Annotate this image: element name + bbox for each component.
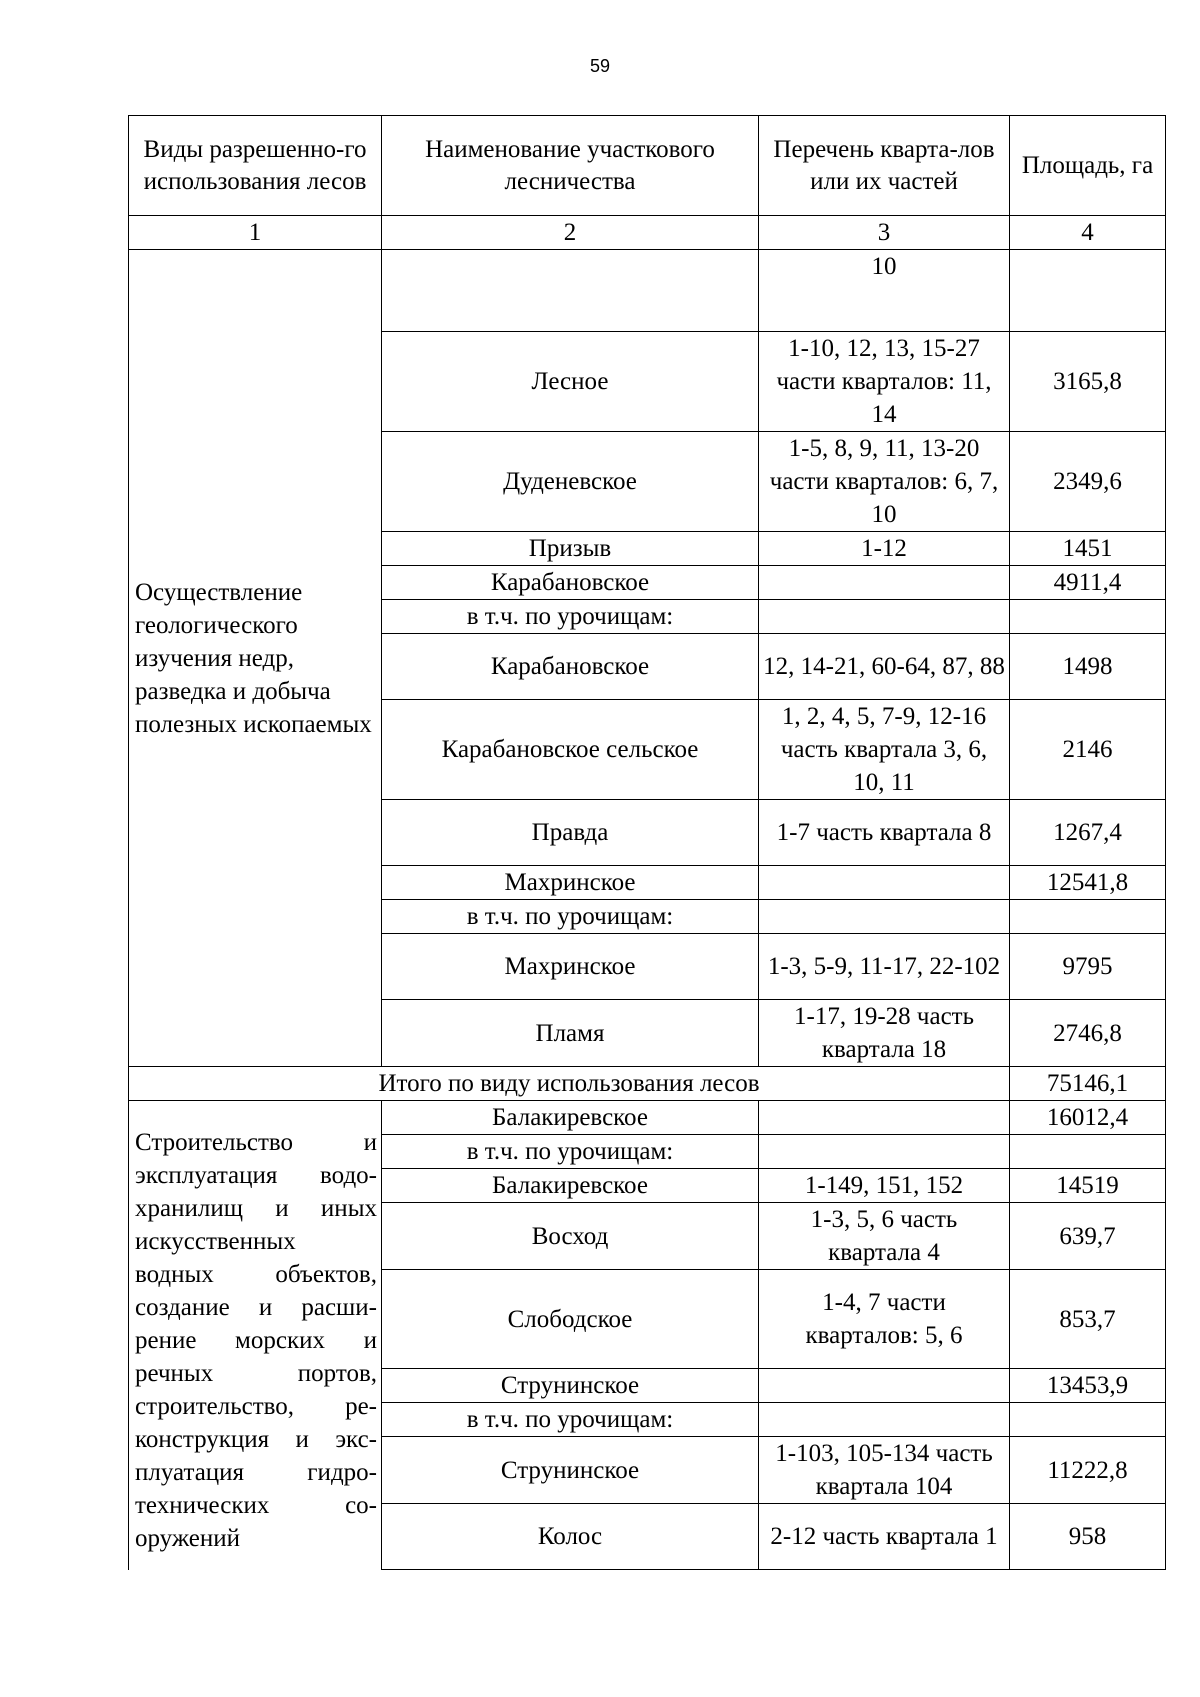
forestry-name: Махринское bbox=[382, 934, 759, 1000]
header-forestry-name: Наименование участкового лесничества bbox=[382, 116, 759, 216]
header-area: Площадь, га bbox=[1010, 116, 1166, 216]
forestry-name: Правда bbox=[382, 800, 759, 866]
forestry-name: Карабановское сельское bbox=[382, 700, 759, 800]
forestry-name: Лесное bbox=[382, 332, 759, 432]
quarters bbox=[759, 866, 1010, 900]
area bbox=[1010, 900, 1166, 934]
area bbox=[1010, 600, 1166, 634]
forestry-name: Струнинское bbox=[382, 1437, 759, 1504]
table-header-row bbox=[129, 116, 1166, 216]
use-type-geology: Осуществление геологического изучения недр, разведка и добыча полезных ископаемых bbox=[129, 250, 382, 1067]
forestry-name: Колос bbox=[382, 1504, 759, 1570]
area: 639,7 bbox=[1010, 1203, 1166, 1270]
quarters bbox=[759, 1135, 1010, 1169]
quarters: 1-7 часть квартала 8 bbox=[759, 800, 1010, 866]
area: 1451 bbox=[1010, 532, 1166, 566]
column-number: 3 bbox=[759, 216, 1010, 250]
quarters: 1-10, 12, 13, 15-27 части кварталов: 11, 14 bbox=[759, 332, 1010, 432]
use-type-construction: Строительство и эксплуатация водо-хранилищ и иных искусственных водных объектов, создание и расши-рение морских и речных портов, строительство, ре-конструкция и экс-плуатация гидро-технических со-оружений bbox=[129, 1101, 382, 1570]
forestry-name: Пламя bbox=[382, 1000, 759, 1067]
forestry-name: Карабановское bbox=[382, 566, 759, 600]
total-row bbox=[129, 1067, 1166, 1101]
column-number-row bbox=[129, 216, 1166, 250]
header-quarters: Перечень кварта-лов или их частей bbox=[759, 116, 1010, 216]
page-number: 59 bbox=[589, 56, 611, 76]
table-row bbox=[129, 1101, 1166, 1135]
area bbox=[1010, 1403, 1166, 1437]
column-number: 1 bbox=[129, 216, 382, 250]
area: 4911,4 bbox=[1010, 566, 1166, 600]
area: 1498 bbox=[1010, 634, 1166, 700]
quarters bbox=[759, 1403, 1010, 1437]
forestry-name: в т.ч. по урочищам: bbox=[382, 1403, 759, 1437]
forestry-name: Струнинское bbox=[382, 1369, 759, 1403]
quarters bbox=[759, 566, 1010, 600]
quarters: 1-103, 105-134 часть квартала 104 bbox=[759, 1437, 1010, 1504]
quarters: 1-3, 5-9, 11-17, 22-102 bbox=[759, 934, 1010, 1000]
area: 853,7 bbox=[1010, 1270, 1166, 1369]
quarters: 1-4, 7 части кварталов: 5, 6 bbox=[759, 1270, 1010, 1369]
area: 3165,8 bbox=[1010, 332, 1166, 432]
area: 2146 bbox=[1010, 700, 1166, 800]
quarters bbox=[759, 900, 1010, 934]
forestry-name: Дуденевское bbox=[382, 432, 759, 532]
quarters: 2-12 часть квартала 1 bbox=[759, 1504, 1010, 1570]
forestry-name: в т.ч. по урочищам: bbox=[382, 900, 759, 934]
area: 16012,4 bbox=[1010, 1101, 1166, 1135]
quarters bbox=[759, 1369, 1010, 1403]
column-number: 2 bbox=[382, 216, 759, 250]
area: 14519 bbox=[1010, 1169, 1166, 1203]
total-area: 75146,1 bbox=[1010, 1067, 1166, 1101]
forestry-name: в т.ч. по урочищам: bbox=[382, 1135, 759, 1169]
header-use-type: Виды разрешенно-го использования лесов bbox=[129, 116, 382, 216]
quarters bbox=[759, 600, 1010, 634]
forestry-name: Балакиревское bbox=[382, 1169, 759, 1203]
area: 12541,8 bbox=[1010, 866, 1166, 900]
area: 13453,9 bbox=[1010, 1369, 1166, 1403]
forestry-name: Восход bbox=[382, 1203, 759, 1270]
quarters: 1-17, 19-28 часть квартала 18 bbox=[759, 1000, 1010, 1067]
area: 9795 bbox=[1010, 934, 1166, 1000]
quarters: 1-3, 5, 6 часть квартала 4 bbox=[759, 1203, 1010, 1270]
area: 11222,8 bbox=[1010, 1437, 1166, 1504]
area: 2349,6 bbox=[1010, 432, 1166, 532]
quarters: 1-12 bbox=[759, 532, 1010, 566]
area: 1267,4 bbox=[1010, 800, 1166, 866]
quarters: 10 bbox=[759, 250, 1010, 332]
forestry-name: Махринское bbox=[382, 866, 759, 900]
area bbox=[1010, 250, 1166, 332]
area bbox=[1010, 1135, 1166, 1169]
area: 958 bbox=[1010, 1504, 1166, 1570]
total-label: Итого по виду использования лесов bbox=[129, 1067, 1010, 1101]
forestry-name: Призыв bbox=[382, 532, 759, 566]
quarters: 1-5, 8, 9, 11, 13-20 части кварталов: 6, 7, 10 bbox=[759, 432, 1010, 532]
quarters: 12, 14-21, 60-64, 87, 88 bbox=[759, 634, 1010, 700]
forestry-name: Карабановское bbox=[382, 634, 759, 700]
forestry-name: в т.ч. по урочищам: bbox=[382, 600, 759, 634]
forestry-name: Балакиревское bbox=[382, 1101, 759, 1135]
forest-use-table bbox=[128, 115, 1166, 1570]
column-number: 4 bbox=[1010, 216, 1166, 250]
forestry-name bbox=[382, 250, 759, 332]
quarters: 1-149, 151, 152 bbox=[759, 1169, 1010, 1203]
area: 2746,8 bbox=[1010, 1000, 1166, 1067]
table-row bbox=[129, 250, 1166, 332]
quarters: 1, 2, 4, 5, 7-9, 12-16 часть квартала 3, 6, 10, 11 bbox=[759, 700, 1010, 800]
quarters bbox=[759, 1101, 1010, 1135]
forestry-name: Слободское bbox=[382, 1270, 759, 1369]
